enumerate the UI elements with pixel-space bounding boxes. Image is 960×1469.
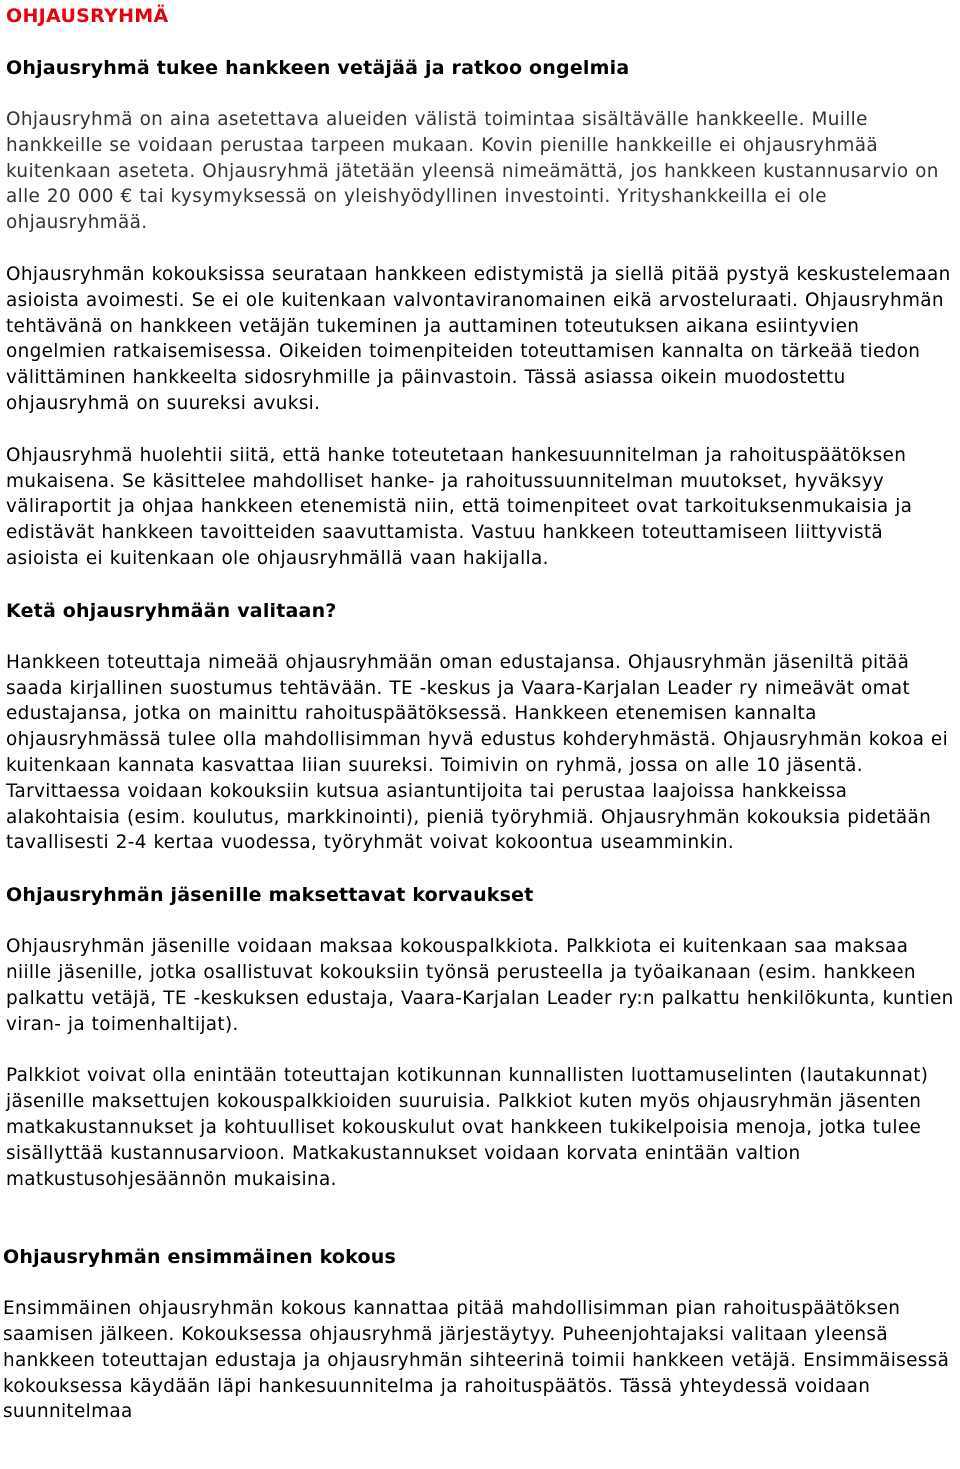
document-page	[3, 0, 956, 1425]
paragraph: Palkkiot voivat olla enintään toteuttajan kotikunnan kunnallisten luottamuselinten (lautakunnat) jäsenille maksettujen kokouspalkkioiden suuruisia. Palkkiot kuten myös ohjausryhmän jäsenten matkakustannukset ja kohtuulliset kokouskulut ovat hankkeen tukikelpoisia menoja, jotka tulee sisällyttää kustannusarvioon. Matkakustannukset voidaan korvata enintään valtion matkustusohjesäännön mukaisina.	[6, 1065, 929, 1190]
paragraph: Ohjausryhmä on aina asetettava alueiden välistä toimintaa sisältävälle hankkeelle. Muille hankkeille se voidaan perustaa tarpeen mukaan. Kovin pienille hankkeille ei ohjausryhmää kuitenkaan aseteta. Ohjausryhmä jätetään yleensä nimeämättä, jos hankkeen kustannusarvio on alle 20 000 € tai kysymyksessä on yleishyödyllinen investointi. Yrityshankkeilla ei ole ohjausryhmää.	[6, 109, 939, 234]
paragraph: Ensimmäinen ohjausryhmän kokous kannattaa pitää mahdollisimman pian rahoituspäätöksen saamisen jälkeen. Kokouksessa ohjausryhmä järjestäytyy. Puheenjohtajaksi valitaan yleensä hankkeen toteuttajan edustaja ja ohjausryhmän sihteerinä toimii hankkeen vetäjä. Ensimmäisessä kokouksessa käydään läpi hankesuunnitelma ja rahoituspäätös. Tässä yhteydessä voidaan suunnitelmaa	[3, 1298, 950, 1423]
paragraph: Ohjausryhmän jäsenille voidaan maksaa kokouspalkkiota. Palkkiota ei kuitenkaan saa maksaa niille jäsenille, jotka osallistuvat kokouksiin työnsä perusteella ja työaikanaan (esim. hankkeen palkattu vetäjä, TE -keskuksen edustaja, Vaara-Karjalan Leader ry:n palkattu henkilökunta, kuntien viran- ja toimenhaltijat).	[6, 936, 954, 1035]
paragraph: Hankkeen toteuttaja nimeää ohjausryhmään oman edustajansa. Ohjausryhmän jäseniltä pitää saada kirjallinen suostumus tehtävään. TE -keskus ja Vaara-Karjalan Leader ry nimeävät omat edustajansa, jotka on mainittu rahoituspäätöksessä. Hankkeen etenemisen kannalta ohjausryhmässä tulee olla mahdollisimman hyvä edustus kohderyhmästä. Ohjausryhmän kokoa ei kuitenkaan kannata kasvattaa liian suureksi. Toimivin on ryhmä, jossa on alle 10 jäsentä. Tarvittaessa voidaan kokouksiin kutsua asiantuntijoita tai perustaa laajoissa hankkeissa alakohtaisia (esim. koulutus, markkinointi), pieniä työryhmiä. Ohjausryhmän kokouksia pidetään tavallisesti 2-4 kertaa vuodessa, työryhmät voivat kokoontua useamminkin.	[6, 651, 949, 854]
paragraph: Ohjausryhmä huolehtii siitä, että hanke toteutetaan hankesuunnitelman ja rahoituspäätöksen mukaisena. Se käsittelee mahdolliset hanke- ja rahoitussuunnitelman muutokset, hyväksyy väliraportit ja ohjaa hankkeen etenemistä niin, että toimenpiteet ovat tarkoituksenmukaisia ja edistävät hankkeen tavoitteiden saavuttamista. Vastuu hankkeen toteuttamiseen liittyvistä asioista ei kuitenkaan ole ohjausryhmällä vaan hakijalla.	[6, 444, 913, 569]
document-title: OHJAUSRYHMÄ	[6, 5, 169, 27]
section-heading: Ketä ohjausryhmään valitaan?	[6, 599, 337, 622]
section-heading: Ohjausryhmän ensimmäinen kokous	[3, 1246, 397, 1269]
section-heading: Ohjausryhmän jäsenille maksettavat korvaukset	[6, 884, 534, 907]
paragraph: Ohjausryhmän kokouksissa seurataan hankkeen edistymistä ja siellä pitää pystyä keskustelemaan asioista avoimesti. Se ei ole kuitenkaan valvontaviranomainen eikä arvosteluraati. Ohjausryhmän tehtävänä on hankkeen vetäjän tukeminen ja auttaminen toteutuksen aikana esiintyvien ongelmien ratkaisemisessa. Oikeiden toimenpiteiden toteuttamisen kannalta on tärkeää tiedon välittäminen hankkeelta sidosryhmille ja päinvastoin. Tässä asiassa oikein muodostettu ohjausryhmä on suureksi avuksi.	[6, 263, 951, 414]
section-heading: Ohjausryhmä tukee hankkeen vetäjää ja ratkoo ongelmia	[6, 57, 630, 79]
